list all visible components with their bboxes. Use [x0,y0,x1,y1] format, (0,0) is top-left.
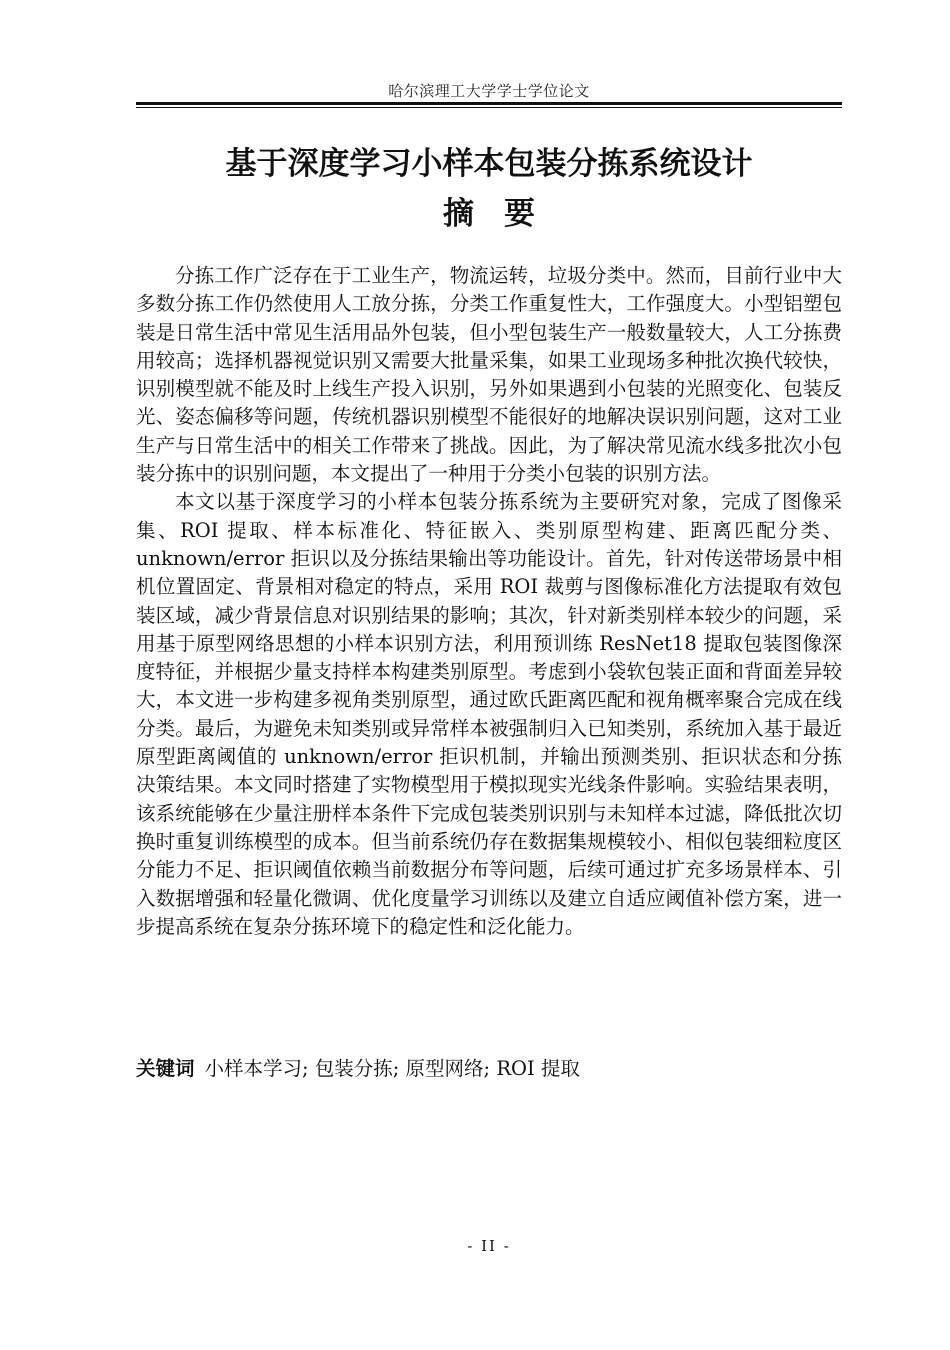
page-number: - II - [467,1237,511,1255]
abstract-heading: 摘要 [443,196,565,232]
abstract-paragraph-1: 分拣工作广泛存在于工业生产，物流运转，垃圾分类中。然而，目前行业中大多数分拣工作仍然使用人工放分拣，分类工作重复性大，工作强度大。小型铝塑包装是日常生活中常见生活用品外包装，但小型包装生产一般数量较大，人工分拣费用较高；选择机器视觉识别又需要大批量采集，如果工业现场多种批次换代较快，识别模型就不能及时上线生产投入识别，另外如果遇到小包装的光照变化、包装反光、姿态偏移等问题，传统机器识别模型不能很好的地解决误识别问题，这对工业生产与日常生活中的相关工作带来了挑战。因此，为了解决常见流水线多批次小包装分拣中的识别问题，本文提出了一种用于分类小包装的识别方法。 [136,264,842,486]
header-rule-thick [136,102,842,105]
keywords-text: 小样本学习; 包装分拣; 原型网络; ROI 提取 [204,1057,580,1080]
header-rule-thin [136,107,842,108]
thesis-title: 基于深度学习小样本包装分拣系统设计 [225,146,753,182]
abstract-body [136,262,842,941]
abstract-paragraph-2: 本文以基于深度学习的小样本包装分拣系统为主要研究对象，完成了图像采集、ROI 提取、样本标准化、特征嵌入、类别原型构建、距离匹配分类、unknown/error 拒识以及分拣结果输出等功能设计。首先，针对传送带场景中相机位置固定、背景相对稳定的特点，采用 ROI 裁剪与图像标准化方法提取有效包装区域，减少背景信息对识别结果的影响；其次，针对新类别样本较少的问题，采用基于原型网络思想的小样本识别方法，利用预训练 ResNet18 提取包装图像深度特征，并根据少量支持样本构建类别原型。考虑到小袋软包装正面和背面差异较大，本文进一步构建多视角类别原型，通过欧氏距离匹配和视角概率聚合完成在线分类。最后，为避免未知类别或异常样本被强制归入已知类别，系统加入基于最近原型距离阈值的 unknown/error 拒识机制，并输出预测类别、拒识状态和分拣决策结果。本文同时搭建了实物模型用于模拟现实光线条件影响。实验结果表明，该系统能够在少量注册样本条件下完成包装类别识别与未知样本过滤，降低批次切换时重复训练模型的成本。但当前系统仍存在数据集规模较小、相似包装细粒度区分能力不足、拒识阈值依赖当前数据分布等问题，后续可通过扩充多场景样本、引入数据增强和轻量化微调、优化度量学习训练以及建立自适应阈值补偿方案，进一步提高系统在复杂分拣环境下的稳定性和泛化能力。 [136,490,842,938]
keywords-label: 关键词 [136,1057,195,1080]
running-header: 哈尔滨理工大学学士学位论文 [388,82,590,100]
keywords-line [136,1055,842,1083]
